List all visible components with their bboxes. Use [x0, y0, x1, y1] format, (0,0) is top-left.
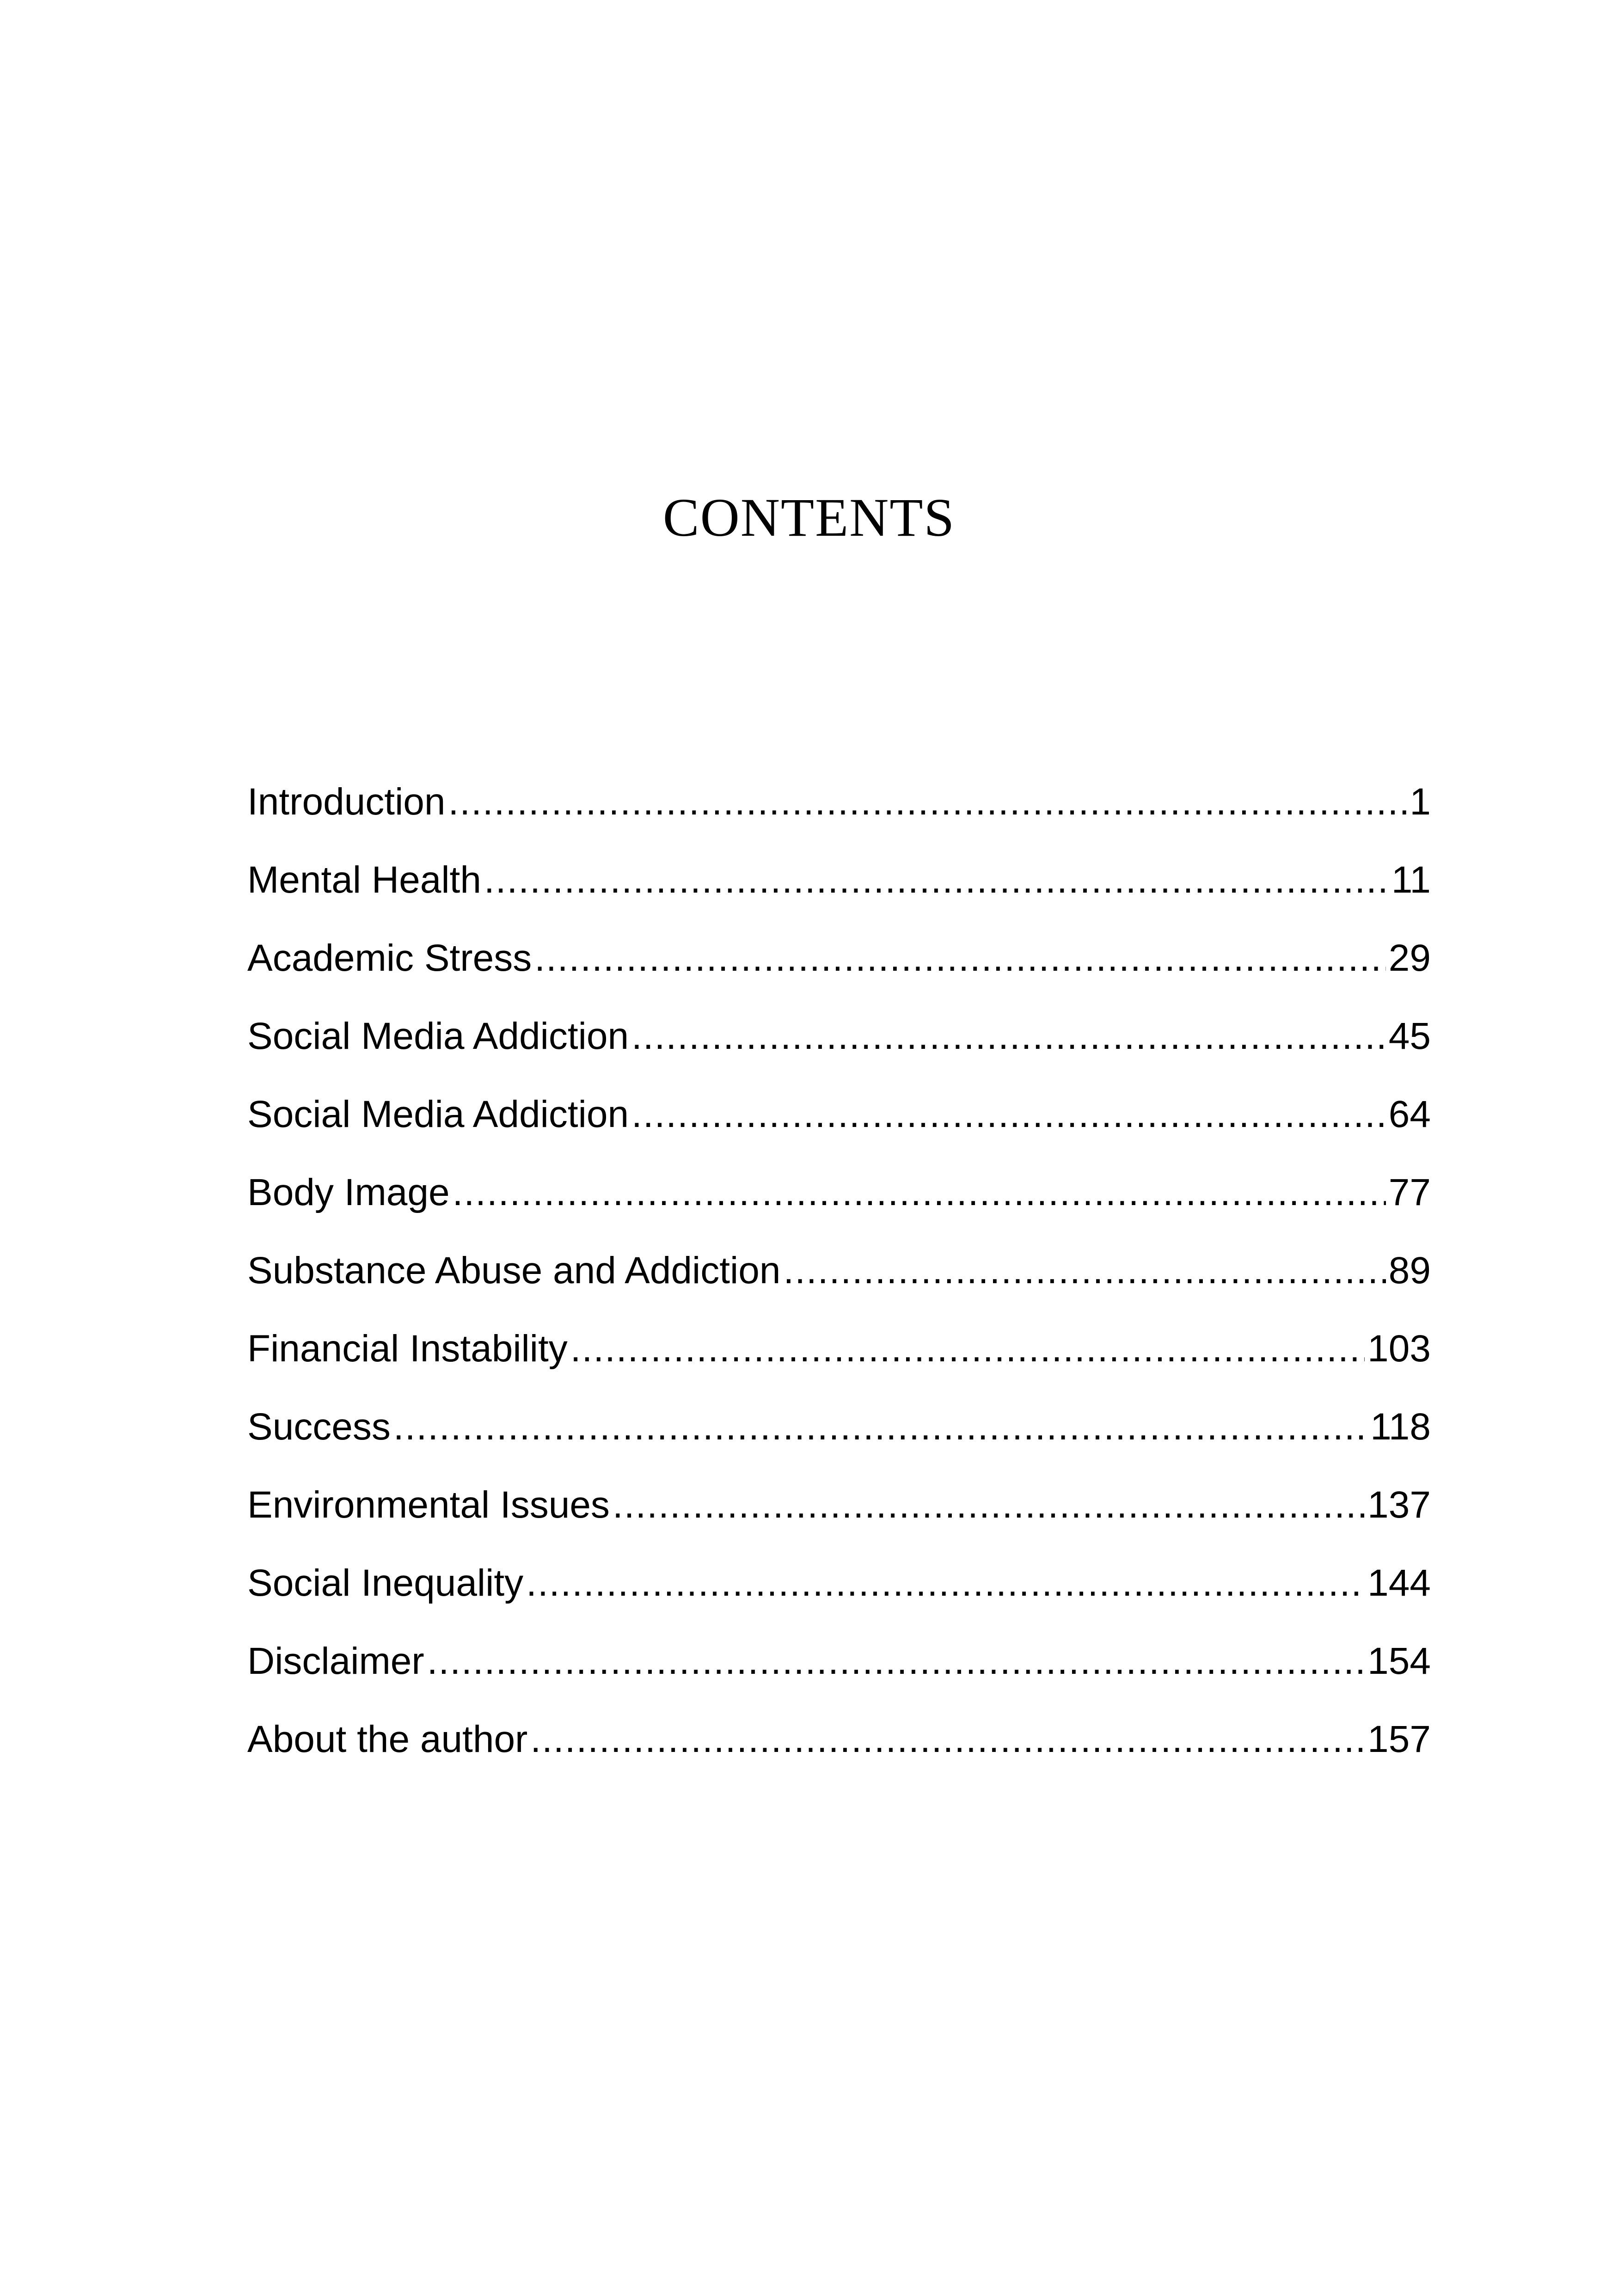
dot-leader: [534, 933, 1386, 984]
toc-entry[interactable]: [247, 933, 1431, 1011]
dot-leader: [530, 1714, 1365, 1765]
toc-entry-title: Success: [247, 1406, 391, 1448]
toc-page-number: 137: [1367, 1484, 1431, 1526]
dot-leader: [570, 1323, 1365, 1374]
dot-leader: [613, 1480, 1365, 1531]
toc-page-number: 64: [1388, 1093, 1431, 1135]
toc-page-number: 11: [1391, 859, 1431, 901]
toc-entry-title: Mental Health: [247, 859, 481, 901]
toc-page-number: 77: [1388, 1171, 1431, 1213]
toc-entry-title: Financial Instability: [247, 1328, 568, 1370]
dot-leader: [484, 855, 1389, 906]
toc-entry[interactable]: [247, 1480, 1431, 1558]
dot-leader: [783, 1245, 1385, 1296]
toc-entry[interactable]: [247, 1714, 1431, 1792]
toc-page-number: 144: [1367, 1562, 1431, 1604]
toc-entry-title: Substance Abuse and Addiction: [247, 1249, 781, 1292]
toc-entry-title: Academic Stress: [247, 937, 532, 979]
dot-leader: [393, 1402, 1367, 1452]
toc-entry[interactable]: [247, 1402, 1431, 1480]
toc-entry-title: Environmental Issues: [247, 1484, 610, 1526]
dot-leader: [448, 777, 1407, 827]
toc-page-number: 154: [1367, 1640, 1431, 1682]
dot-leader: [631, 1089, 1386, 1140]
toc-entry[interactable]: [247, 1011, 1431, 1089]
toc-entry[interactable]: [247, 1089, 1431, 1167]
toc-page-number: 157: [1367, 1718, 1431, 1760]
dot-leader: [453, 1167, 1386, 1218]
toc-entry-title: Body Image: [247, 1171, 450, 1213]
toc-entry[interactable]: [247, 855, 1431, 933]
toc-entry-title: About the author: [247, 1718, 528, 1760]
toc-entry-title: Social Inequality: [247, 1562, 524, 1604]
dot-leader: [526, 1558, 1365, 1609]
page-title: CONTENTS: [662, 487, 956, 548]
toc-page-number: 118: [1370, 1406, 1431, 1448]
table-of-contents: [247, 777, 1431, 1792]
toc-entry[interactable]: [247, 1245, 1431, 1323]
toc-page-number: 1: [1410, 781, 1431, 823]
toc-page-number: 103: [1367, 1328, 1431, 1370]
toc-entry[interactable]: [247, 1167, 1431, 1245]
toc-entry-title: Introduction: [247, 781, 446, 823]
dot-leader: [427, 1636, 1365, 1687]
dot-leader: [631, 1011, 1386, 1062]
toc-entry-title: Social Media Addiction: [247, 1015, 629, 1057]
toc-page-number: 89: [1388, 1249, 1431, 1292]
toc-page-number: 29: [1388, 937, 1431, 979]
toc-entry[interactable]: [247, 1558, 1431, 1636]
toc-entry[interactable]: [247, 777, 1431, 855]
toc-entry[interactable]: [247, 1636, 1431, 1714]
toc-entry-title: Disclaimer: [247, 1640, 424, 1682]
toc-entry-title: Social Media Addiction: [247, 1093, 629, 1135]
toc-entry[interactable]: [247, 1323, 1431, 1402]
toc-page-number: 45: [1388, 1015, 1431, 1057]
